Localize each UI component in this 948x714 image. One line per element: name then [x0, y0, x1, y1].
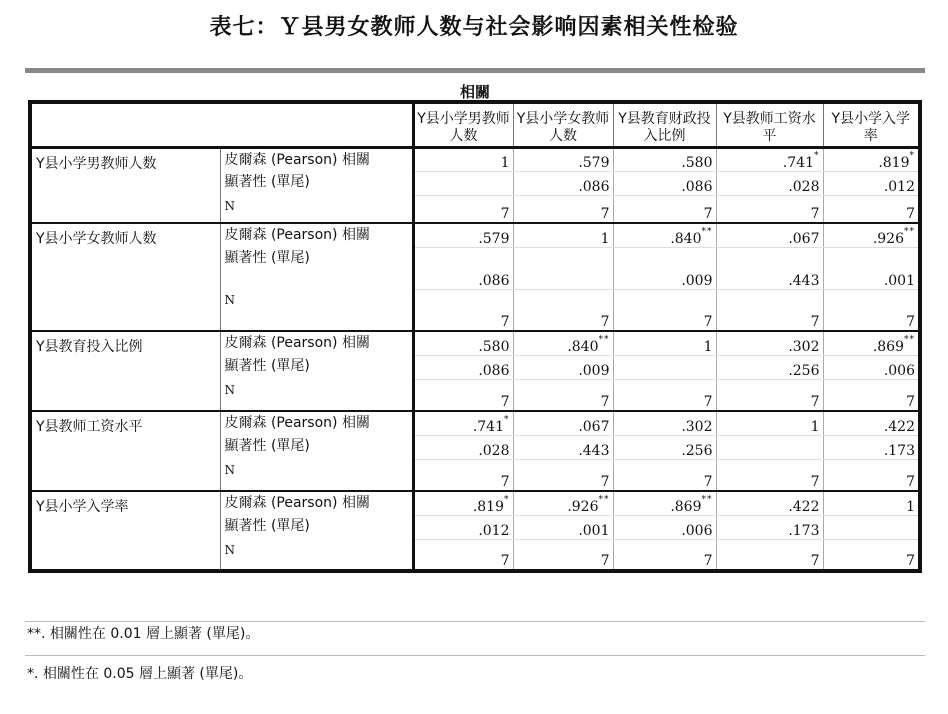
- value-cell: 7: [513, 289, 613, 331]
- value-cell: [823, 411, 920, 435]
- value-text: .012: [883, 178, 915, 195]
- value-text: 1: [810, 418, 820, 435]
- value-cell: [823, 515, 920, 539]
- value-text: 1: [703, 338, 713, 355]
- value-cell: 7: [413, 289, 513, 331]
- value-cell: [716, 355, 823, 379]
- value-text: .302: [681, 418, 713, 435]
- stat-label: N: [220, 195, 413, 223]
- value-text: .579: [578, 154, 610, 171]
- significance-marker: *: [504, 414, 510, 425]
- value-cell: [716, 223, 823, 247]
- value-cell: [513, 491, 613, 515]
- value-cell: 7: [413, 539, 513, 571]
- value-cell: 7: [716, 195, 823, 223]
- value-text: .443: [788, 272, 820, 289]
- table-row: [30, 223, 920, 247]
- value-text: .012: [478, 522, 510, 539]
- footnote-005: *. 相關性在 0.05 層上顯著 (單尾)。: [27, 666, 253, 682]
- stat-label: 顯著性 (單尾): [220, 171, 413, 195]
- value-cell: 7: [513, 539, 613, 571]
- value-text: 1: [600, 230, 610, 247]
- value-cell: 7: [716, 379, 823, 411]
- value-text: .840: [670, 230, 702, 247]
- value-text: .869: [872, 338, 904, 355]
- value-text: .256: [788, 362, 820, 379]
- row-variable-label: Y县小学男教师人数: [30, 147, 220, 223]
- value-cell: [413, 247, 513, 289]
- value-text: .086: [578, 178, 610, 195]
- row-variable-label: Y县小学女教师人数: [30, 223, 220, 331]
- value-text: .086: [478, 272, 510, 289]
- value-cell: [513, 411, 613, 435]
- header-blank-cell: [30, 102, 220, 147]
- value-cell: [716, 147, 823, 171]
- header-blank-cell: [220, 102, 413, 147]
- value-cell: [823, 247, 920, 289]
- value-text: .422: [788, 498, 820, 515]
- table-title: 相關: [459, 83, 490, 101]
- value-text: .009: [578, 362, 610, 379]
- value-text: .869: [670, 498, 702, 515]
- correlation-output-panel: [25, 68, 925, 685]
- value-cell: [613, 223, 716, 247]
- value-text: .741: [472, 418, 504, 435]
- value-cell: [716, 435, 823, 459]
- value-text: .840: [567, 338, 599, 355]
- value-cell: 7: [513, 459, 613, 491]
- value-text: .067: [578, 418, 610, 435]
- value-cell: 7: [716, 539, 823, 571]
- value-cell: 7: [513, 379, 613, 411]
- table-row: [30, 411, 920, 435]
- stat-label: 顯著性 (單尾): [220, 515, 413, 539]
- value-cell: [413, 515, 513, 539]
- significance-marker: *: [909, 150, 915, 161]
- stat-label: N: [220, 289, 413, 331]
- value-text: .741: [782, 154, 814, 171]
- footnote-divider: [25, 621, 925, 622]
- value-cell: 7: [413, 459, 513, 491]
- value-text: .580: [681, 154, 713, 171]
- page-title: 表七：Ｙ县男女教师人数与社会影响因素相关性检验: [209, 15, 739, 40]
- value-text: .443: [578, 442, 610, 459]
- value-cell: [823, 491, 920, 515]
- value-text: .086: [681, 178, 713, 195]
- value-cell: [413, 411, 513, 435]
- value-cell: [613, 355, 716, 379]
- stat-label: 顯著性 (單尾): [220, 247, 413, 289]
- value-cell: [413, 435, 513, 459]
- value-text: .006: [883, 362, 915, 379]
- value-cell: 7: [823, 289, 920, 331]
- value-text: .302: [788, 338, 820, 355]
- value-text: 1: [500, 154, 510, 171]
- column-header: Y县小学女教师人数: [513, 102, 613, 147]
- value-text: .580: [478, 338, 510, 355]
- stat-label: 顯著性 (單尾): [220, 435, 413, 459]
- value-text: 1: [906, 498, 915, 515]
- value-cell: 7: [823, 379, 920, 411]
- row-variable-label: Y县教育投入比例: [30, 331, 220, 411]
- value-text: .067: [788, 230, 820, 247]
- significance-marker: **: [598, 494, 610, 505]
- row-variable-label: Y县小学入学率: [30, 491, 220, 571]
- footnote-divider: [25, 655, 925, 656]
- table-row: [30, 147, 920, 171]
- value-cell: [613, 435, 716, 459]
- stat-label: N: [220, 379, 413, 411]
- significance-marker: **: [904, 226, 915, 237]
- value-cell: [513, 147, 613, 171]
- value-text: .009: [681, 272, 713, 289]
- value-cell: 7: [823, 195, 920, 223]
- significance-marker: **: [904, 334, 915, 345]
- value-cell: 7: [513, 195, 613, 223]
- value-cell: 7: [613, 289, 716, 331]
- value-cell: [413, 147, 513, 171]
- value-cell: [613, 331, 716, 355]
- value-cell: [613, 515, 716, 539]
- value-cell: [716, 411, 823, 435]
- value-cell: [716, 331, 823, 355]
- value-text: .579: [478, 230, 510, 247]
- value-cell: [513, 247, 613, 289]
- value-cell: 7: [823, 539, 920, 571]
- value-text: .028: [788, 178, 820, 195]
- value-cell: [716, 515, 823, 539]
- value-text: .256: [681, 442, 713, 459]
- value-cell: [823, 223, 920, 247]
- value-cell: [413, 331, 513, 355]
- stat-label: 皮爾森 (Pearson) 相關: [220, 491, 413, 515]
- stat-label: 皮爾森 (Pearson) 相關: [220, 331, 413, 355]
- significance-marker: *: [814, 150, 820, 161]
- stat-label: 顯著性 (單尾): [220, 355, 413, 379]
- stat-label: 皮爾森 (Pearson) 相關: [220, 147, 413, 171]
- value-cell: [823, 435, 920, 459]
- column-header: Y县教师工资水平: [716, 102, 823, 147]
- stat-label: 皮爾森 (Pearson) 相關: [220, 223, 413, 247]
- value-cell: 7: [613, 195, 716, 223]
- correlation-table: [28, 100, 922, 573]
- value-cell: [413, 223, 513, 247]
- significance-marker: **: [701, 226, 713, 237]
- value-text: .422: [883, 418, 915, 435]
- stat-label: 皮爾森 (Pearson) 相關: [220, 411, 413, 435]
- value-cell: 7: [823, 459, 920, 491]
- value-cell: [513, 355, 613, 379]
- value-text: .173: [788, 522, 820, 539]
- value-cell: [613, 171, 716, 195]
- value-cell: [413, 171, 513, 195]
- significance-marker: *: [504, 494, 510, 505]
- value-text: .028: [478, 442, 510, 459]
- value-cell: [513, 223, 613, 247]
- value-cell: [413, 355, 513, 379]
- value-cell: [513, 171, 613, 195]
- value-cell: [613, 491, 716, 515]
- significance-marker: **: [701, 494, 713, 505]
- value-text: .819: [472, 498, 504, 515]
- value-cell: [716, 247, 823, 289]
- value-cell: [613, 247, 716, 289]
- column-header: Y县小学入学率: [823, 102, 920, 147]
- value-cell: 7: [613, 379, 716, 411]
- column-header: Y县小学男教师人数: [413, 102, 513, 147]
- value-cell: 7: [413, 195, 513, 223]
- value-text: .926: [872, 230, 904, 247]
- value-text: .006: [681, 522, 713, 539]
- value-cell: [513, 515, 613, 539]
- value-cell: 7: [413, 379, 513, 411]
- value-text: .001: [883, 272, 915, 289]
- value-cell: [613, 411, 716, 435]
- value-text: .926: [567, 498, 599, 515]
- value-cell: 7: [716, 289, 823, 331]
- value-text: .173: [883, 442, 915, 459]
- value-cell: [823, 147, 920, 171]
- value-cell: [823, 355, 920, 379]
- footnote-001: **. 相關性在 0.01 層上顯著 (單尾)。: [27, 626, 260, 642]
- value-text: .819: [878, 154, 910, 171]
- row-variable-label: Y县教师工资水平: [30, 411, 220, 491]
- value-cell: [513, 331, 613, 355]
- table-row: [30, 331, 920, 355]
- value-cell: 7: [613, 539, 716, 571]
- value-cell: 7: [613, 459, 716, 491]
- column-header: Y县教育财政投入比例: [613, 102, 716, 147]
- value-cell: [513, 435, 613, 459]
- value-cell: [823, 171, 920, 195]
- value-cell: [823, 331, 920, 355]
- value-text: .086: [478, 362, 510, 379]
- value-cell: 7: [716, 459, 823, 491]
- table-row: [30, 491, 920, 515]
- header-row: [30, 102, 920, 147]
- value-cell: [613, 147, 716, 171]
- stat-label: N: [220, 539, 413, 571]
- significance-marker: **: [598, 334, 610, 345]
- value-cell: [716, 491, 823, 515]
- value-cell: [716, 171, 823, 195]
- value-cell: [413, 491, 513, 515]
- value-text: .001: [578, 522, 610, 539]
- stat-label: N: [220, 459, 413, 491]
